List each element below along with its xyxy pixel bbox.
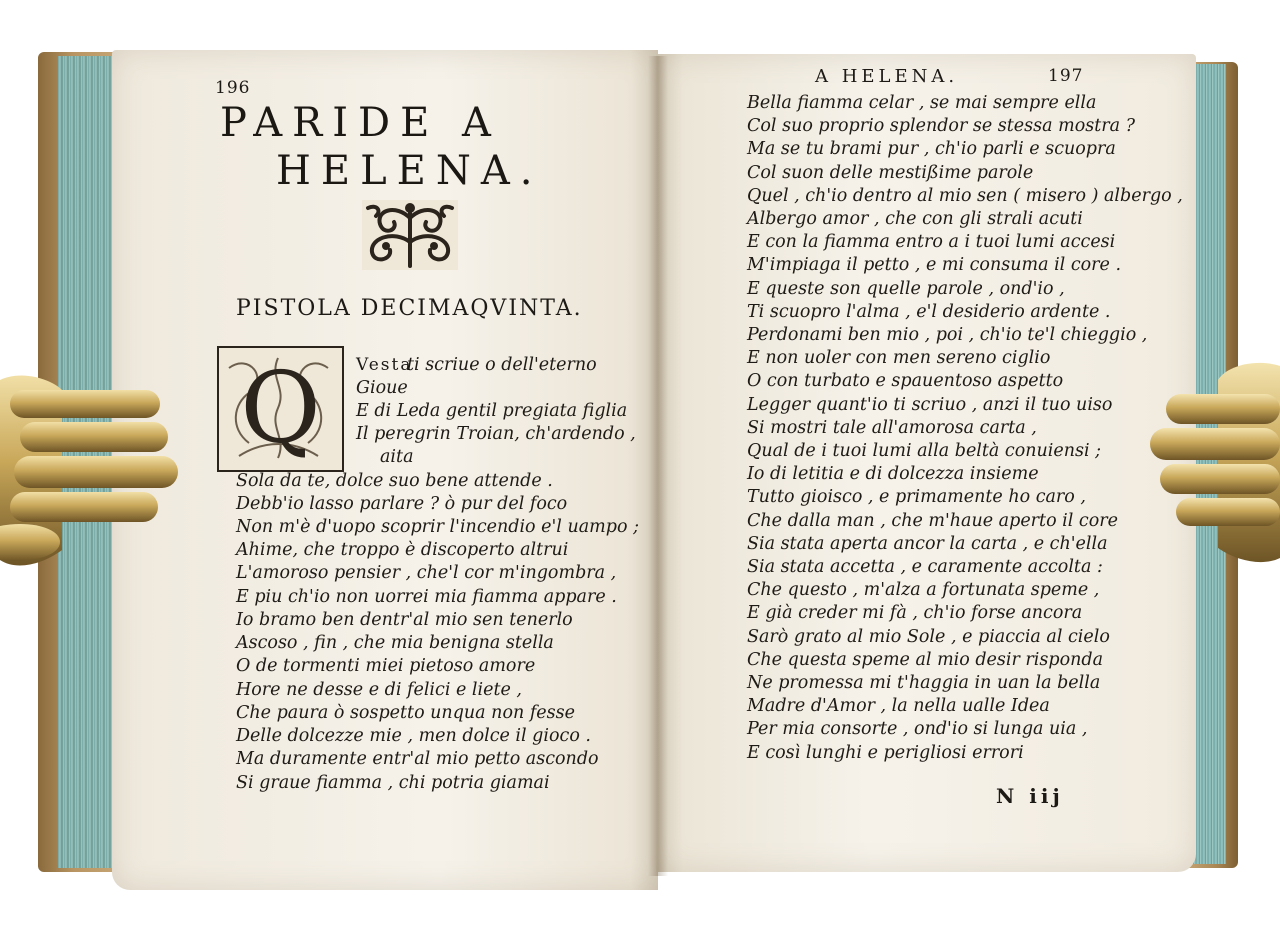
left-brass-hand-icon — [0, 360, 180, 580]
right-verse-block — [747, 92, 1183, 765]
verse-line-left: ti scriue o dell'eterno — [407, 355, 597, 375]
title-line-2: HELENA. — [276, 148, 543, 194]
verse-line-right: Perdonami ben mio , poi , ch'io te'l chieggio , — [747, 325, 1148, 346]
verse-line-right: Col suon delle mestißime parole — [747, 162, 1034, 183]
verse-line-left: O de tormenti miei pietoso amore — [236, 656, 536, 676]
epistle-heading: PISTOLA DECIMAQVINTA. — [236, 296, 583, 321]
verse-line-right: Quel , ch'io dentro al mio sen ( misero ) albergo , — [747, 185, 1183, 206]
drop-cap-frame — [217, 346, 344, 472]
verse-line-left: Si graue fiamma , chi potria giamai — [236, 773, 550, 793]
verse-line-left: Che paura ò sospetto unqua non fesse — [236, 703, 575, 723]
verse-line-left: Io bramo ben dentr'al mio sen tenerlo — [236, 610, 573, 630]
verse-line-left: Gioue — [356, 378, 408, 398]
verse-line-right: Si mostri tale all'amorosa carta , — [747, 417, 1037, 438]
verse-line-right: E non uoler con men sereno ciglio — [747, 348, 1051, 369]
running-head: A HELENA. — [815, 66, 959, 87]
verse-line-left: Ma duramente entr'al mio petto ascondo — [236, 749, 599, 769]
verse-line-right: E queste son quelle parole , ond'io , — [747, 278, 1065, 299]
verse-line-left: Non m'è d'uopo scoprir l'incendio e'l uampo ; — [236, 517, 639, 537]
verse-line-right: Io di letitia e di dolcezza insieme — [747, 464, 1039, 485]
verse-line-right: Che dalla man , che m'haue aperto il core — [747, 510, 1118, 531]
drop-cap-letter: Q — [240, 352, 321, 466]
verse-line-left: Sola da te, dolce suo bene attende . — [236, 471, 553, 491]
verse-line-right: Tutto gioisco , e primamente ho caro , — [747, 487, 1086, 508]
verse-line-left: aita — [380, 447, 414, 467]
right-page-number: 197 — [1048, 66, 1084, 86]
right-brass-hand-icon — [1146, 352, 1280, 572]
verse-line-right: Legger quant'io ti scriuo , anzi il tuo uiso — [747, 394, 1113, 415]
verse-line-right: Ti scuopro l'alma , e'l desiderio ardente . — [747, 301, 1111, 322]
verse-line-right: E già creder mi fà , ch'io forse ancora — [747, 603, 1083, 624]
verse-line-left: Delle dolcezze mie , men dolce il gioco . — [236, 726, 591, 746]
verse-line-right: Ma se tu brami pur , ch'io parli e scuopra — [747, 139, 1116, 160]
verse-line-right: Che questo , m'alza a fortunata speme , — [747, 580, 1100, 601]
verse-line-left: Ahime, che troppo è discoperto altrui — [236, 540, 569, 560]
verse-line-right: Albergo amor , che con gli strali acuti — [747, 209, 1083, 230]
verse-line-right: Sia stata aperta ancor la carta , e ch'ella — [747, 533, 1108, 554]
floral-ornament-icon — [362, 200, 458, 270]
first-word: Vesta — [356, 355, 413, 375]
verse-line-left: Hore ne desse e di felici e liete , — [236, 680, 522, 700]
verse-line-right: Sarò grato al mio Sole , e piaccia al cielo — [747, 626, 1110, 647]
signature-mark: N iij — [996, 784, 1064, 808]
verse-line-left: E piu ch'io non uorrei mia fiamma appare . — [236, 587, 617, 607]
verse-line-right: E con la fiamma entro a i tuoi lumi accesi — [747, 232, 1116, 253]
verse-line-left: L'amoroso pensier , che'l cor m'ingombra , — [236, 563, 617, 583]
verse-line-right: Bella fiamma celar , se mai sempre ella — [747, 93, 1097, 113]
book-gutter — [648, 56, 668, 876]
verse-line-left: Debb'io lasso parlare ? ò pur del foco — [236, 494, 568, 514]
verse-line-right: Madre d'Amor , la nella ualle Idea — [747, 696, 1050, 717]
verse-line-right: O con turbato e spauentoso aspetto — [747, 371, 1064, 392]
verse-line-right: Per mia consorte , ond'io si lunga uia , — [747, 719, 1088, 740]
verse-line-left: E di Leda gentil pregiata figlia — [356, 401, 628, 421]
verse-line-right: Che questa speme al mio desir risponda — [747, 649, 1104, 670]
verse-line-right: Qual de i tuoi lumi alla beltà conuiensi ; — [747, 441, 1102, 462]
left-page-number: 196 — [215, 78, 251, 98]
verse-line-right: E così lunghi e perigliosi errori — [747, 742, 1024, 763]
verse-line-right: Ne promessa mi t'haggia in uan la bella — [747, 673, 1101, 694]
verse-line-right: Col suo proprio splendor se stessa mostra ? — [747, 116, 1135, 137]
verse-line-left: Il peregrin Troian, ch'ardendo , — [356, 424, 636, 444]
title-line-1: PARIDE A — [220, 100, 501, 146]
verse-line-left: Ascoso , fin , che mia benigna stella — [236, 633, 554, 653]
verse-line-right: M'impiaga il petto , e mi consuma il core . — [747, 255, 1122, 276]
verse-line-right: Sia stata accetta , e caramente accolta : — [747, 557, 1103, 578]
